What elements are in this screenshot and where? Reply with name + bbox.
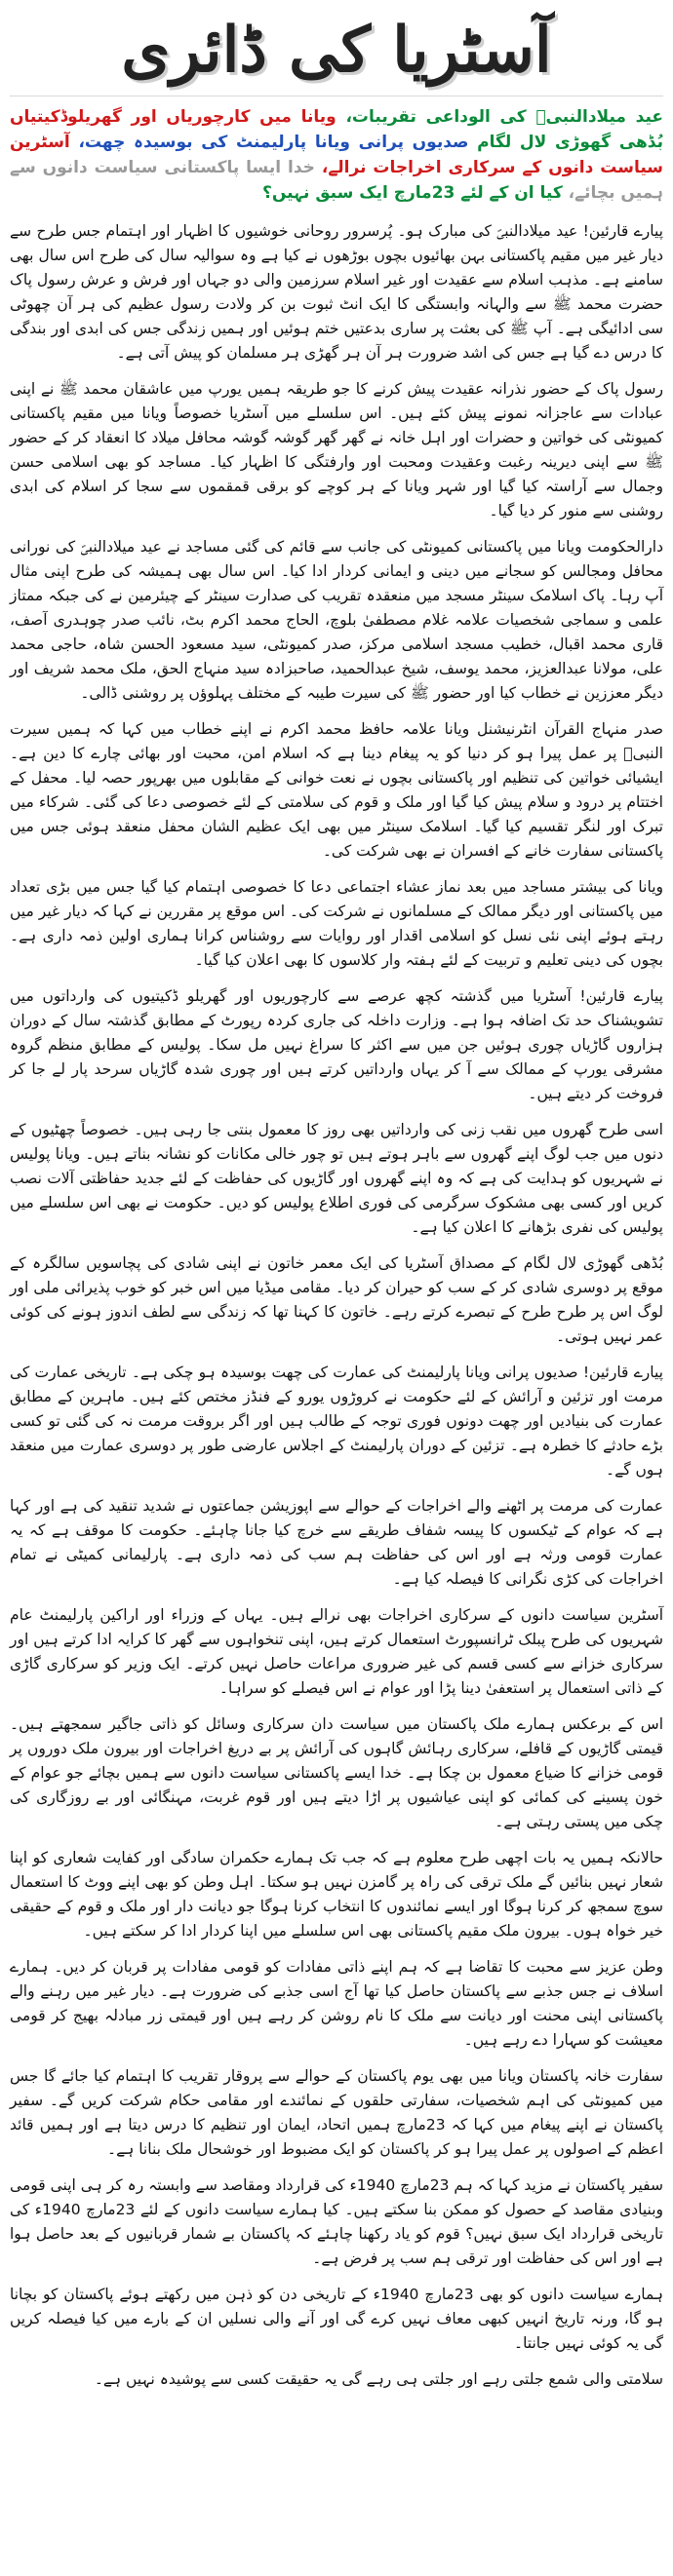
paragraph: اسی طرح گھروں میں نقب زنی کی وارداتیں بھی روز کا معمول بنتی جا رہی ہیں۔ خصوصاً چھٹیوں کے دنوں میں جب لوگ اپنے گھروں سے باہر ہوتے ہیں تو چور خالی مکانات کو نشانہ بناتے ہیں۔ ویانا پولیس نے شہریوں کو ہدایت کی ہے کہ وہ اپنے گھروں اور گاڑیوں کی حفاظت کے لئے جدید حفاظتی آلات نصب کریں اور کسی بھی مشکوک سرگرمی کی فوری اطلاع پولیس کو دیں۔ حکومت نے بھی اس سلسلے میں پولیس کی نفری بڑھانے کا اعلان کیا ہے۔ [10,1121,663,1236]
headline-1: عید میلادالنبیؐ کی الوداعی تقریبات، [345,107,663,127]
headline-4: صدیوں پرانی ویانا پارلیمنٹ کی بوسیدہ چھت، [78,133,469,152]
headline-6: خدا ایسا پاکستانی سیاست دانوں سے ہمیں بچائے، [10,158,663,203]
masthead [10,6,663,96]
headline-3: بُڈھی گھوڑی لال لگام [477,133,664,152]
headline-5: آسٹرین سیاست دانوں کے سرکاری اخراجات نرالے، [10,133,664,177]
paragraph: پیارے قارئین! آسٹریا میں گذشتہ کچھ عرصے سے کارچوریوں اور گھریلو ڈکیتیوں کی وارداتوں میں تشویشناک حد تک اضافہ ہوا ہے۔ وزارت داخلہ کی جاری کردہ رپورٹ کے مطابق گذشتہ سال کے دوران ہزاروں گاڑیاں چوری ہوئیں جن میں سے اکثر کا سراغ نہیں مل سکا۔ پولیس کے مطابق منظم گروہ مشرقی یورپ کے ممالک سے آ کر یہاں وارداتیں کرتے ہیں اور چوری شدہ گاڑیاں سرحد پار لے جا کر فروخت کر دیتے ہیں۔ [10,987,663,1102]
paragraph: آسٹرین سیاست دانوں کے سرکاری اخراجات بھی نرالے ہیں۔ یہاں کے وزراء اور اراکین پارلیمنٹ عام شہریوں کی طرح پبلک ٹرانسپورٹ استعمال کرتے ہیں، اپنی تنخواہوں سے گھر کا کرایہ ادا کرتے ہیں اور سرکاری خزانے سے کسی قسم کی غیر ضروری مراعات حاصل نہیں کرتے۔ ایک وزیر کو سرکاری گاڑی کے ذاتی استعمال پر استعفیٰ دینا پڑا اور عوام نے اس فیصلے کو سراہا۔ [10,1606,663,1697]
paragraph: رسول پاک کے حضور نذرانہ عقیدت پیش کرنے کا جو طریقہ ہمیں یورپ میں عاشقان محمد ﷺ نے اپنی عبادات سے عاجزانہ نمونے پیش کئے ہیں۔ اس سلسلے میں آسٹریا خصوصاً ویانا میں مقیم پاکستانی کمیونٹی کی خواتین و حضرات اور اہل خانہ نے گھر گھر گوشہ گوشہ محافل میلاد کا انعقاد کر کے حضور ﷺ سے اپنی دیرینہ رغبت وعقیدت ومحبت اور وارفتگی کا اظہار کیا۔ مساجد کو بھی اسلامی حسن وجمال سے آراستہ کیا گیا اور شہر ویانا کے ہر کوچے کو برقی قمقموں سے سجا کر اسلام کی ابدی روشنی سے منور کر دیا گیا۔ [10,380,663,519]
headline-7: کیا ان کے لئے 23مارچ ایک سبق نہیں؟ [261,183,563,203]
paragraph: عمارت کی مرمت پر اٹھنے والے اخراجات کے حوالے سے اپوزیشن جماعتوں نے شدید تنقید کی ہے اور کہا ہے کہ عوام کے ٹیکسوں کا پیسہ شفاف طریقے سے خرچ کیا جانا چاہئے۔ حکومت کا موقف ہے کہ یہ عمارت قومی ورثہ ہے اور اس کی حفاظت ہم سب کی ذمہ داری ہے۔ پارلیمانی کمیٹی نے تمام اخراجات کی کڑی نگرانی کا فیصلہ کیا ہے۔ [10,1497,663,1588]
paragraph: حالانکہ ہمیں یہ بات اچھی طرح معلوم ہے کہ جب تک ہمارے حکمران سادگی اور کفایت شعاری کو اپنا شعار نہیں بنائیں گے ملک ترقی کی راہ پر گامزن نہیں ہو سکتا۔ اہل وطن کو بھی اپنے ووٹ کا استعمال سوچ سمجھ کر کرنا ہوگا اور ایسے نمائندوں کا انتخاب کرنا ہوگا جو دیانت دار اور ملک و قوم کے حقیقی خیر خواہ ہوں۔ بیرون ملک مقیم پاکستانی بھی اس سلسلے میں اپنا کردار ادا کر سکتے ہیں۔ [10,1849,663,1940]
paragraph: سفیر پاکستان نے مزید کہا کہ ہم 23مارچ 1940ء کی قرارداد ومقاصد سے وابستہ رہ کر ہی اپنی قومی وبنیادی مقاصد کے حصول کو ممکن بنا سکتے ہیں۔ کیا ہمارے سیاست دانوں کے لئے 23مارچ 1940ء کی تاریخی قرارداد ایک سبق نہیں؟ قوم کو یاد رکھنا چاہئے کہ پاکستان بے شمار قربانیوں کے بعد حاصل ہوا ہے اور اس کی حفاظت اور ترقی ہم سب پر فرض ہے۔ [10,2176,664,2267]
paragraph: پیارے قارئین! صدیوں پرانی ویانا پارلیمنٹ کی عمارت کی چھت بوسیدہ ہو چکی ہے۔ تاریخی عمارت کی مرمت اور تزئین و آرائش کے لئے حکومت نے کروڑوں یورو کے فنڈز مختص کئے ہیں۔ ماہرین کے مطابق عمارت کی بنیادیں اور چھت دونوں فوری توجہ کے طالب ہیں اور اگر بروقت مرمت نہ کی گئی تو کسی بڑے حادثے کا خطرہ ہے۔ تزئین کے دوران پارلیمنٹ کے اجلاس عارضی طور پر دوسری عمارت میں منعقد ہوں گے۔ [10,1364,663,1479]
paragraph: ویانا کی بیشتر مساجد میں بعد نماز عشاء اجتماعی دعا کا خصوصی اہتمام کیا گیا جس میں بڑی تعداد میں پاکستانی اور دیگر ممالک کے مسلمانوں نے شرکت کی۔ اس موقع پر مقررین نے کہا کہ دیار غیر میں رہتے ہوئے اپنی نئی نسل کو اسلامی اقدار اور روایات سے روشناس کرانا ہماری اولین ذمہ داری ہے۔ بچوں کی دینی تعلیم و تربیت کے لئے ہفتہ وار کلاسوں کا بھی اعلان کیا گیا۔ [10,878,663,969]
column-title: آسٹریا کی ڈائری [121,14,552,87]
paragraph: اس کے برعکس ہمارے ملک پاکستان میں سیاست دان سرکاری وسائل کو ذاتی جاگیر سمجھتے ہیں۔ قیمتی گاڑیوں کے قافلے، سرکاری رہائش گاہوں کی آرائش پر بے دریغ اخراجات اور بیرون ملک دوروں پر قومی خزانے کا ضیاع معمول بن چکا ہے۔ خدا ایسے پاکستانی سیاست دانوں سے ہمیں بچائے جو عوام کے خون پسینے کی کمائی کو اپنی عیاشیوں پر اڑا دیتے ہیں اور قوم غربت، مہنگائی اور بے روزگاری کی چکی میں پستی رہتی ہے۔ [10,1715,663,1830]
paragraph: ہمارے سیاست دانوں کو بھی 23مارچ 1940ء کے تاریخی دن کو ذہن میں رکھتے ہوئے پاکستان کو بچانا ہو گا، ورنہ تاریخ انہیں کبھی معاف نہیں کرے گی اور آنے والی نسلیں ان کے بارے میں کیا فیصلہ کریں گی یہ کوئی نہیں جانتا۔ [10,2286,663,2352]
headline-block [10,104,663,206]
paragraph: دارالحکومت ویانا میں پاکستانی کمیونٹی کی جانب سے قائم کی گئی مساجد نے عید میلادالنبیؐ کی نورانی محافل ومجالس کو سجانے میں دینی و ایمانی کردار ادا کیا۔ اس سال بھی ہمیشہ کی طرح اپنی مثال آپ رہا۔ پاک اسلامک سینٹر مسجد میں منعقدہ تقریب کی صدارت سینٹر کے چیئرمین نے کی جبکہ ممتاز علمی و سماجی شخصیات علامہ غلام مصطفیٰ بلوچ، الحاج محمد اکرم بٹ، نائب صدر چوہدری آصف، قاری محمد اقبال، خطیب مسجد اسلامی مرکز، صدر کمیونٹی، سید مسعود الحسن شاہ، حاجی محمد علی، مولانا عبدالعزیز، محمد یوسف، شیخ عبدالحمید، صاحبزادہ سید منہاج الحق، ملک محمد شریف اور دیگر معززین نے خطاب کیا اور حضور ﷺ کی سیرت طیبہ کے مختلف پہلوؤں پر روشنی ڈالی۔ [10,538,663,702]
paragraph: سفارت خانہ پاکستان ویانا میں بھی یوم پاکستان کے حوالے سے پروقار تقریب کا اہتمام کیا جائے گا جس میں کمیونٹی کی اہم شخصیات، سفارتی حلقوں کے نمائندے اور مقامی حکام شرکت کریں گے۔ سفیر پاکستان نے اپنے پیغام میں کہا کہ 23مارچ ہمیں اتحاد، ایمان اور تنظیم کا درس دیتا ہے اور ہمیں قائد اعظم کے اصولوں پر عمل پیرا ہو کر پاکستان کو ایک مضبوط اور خوشحال ملک بنانا ہے۔ [10,2067,663,2158]
paragraph: پیارے قارئین! عید میلادالنبیؐ کی مبارک ہو۔ پُرسرور روحانی خوشیوں کا اظہار اور اہتمام جس طرح سے دیار غیر میں مقیم پاکستانی بہن بھائیوں بچوں بوڑھوں نے کیا ہے وہ سوالیہ سال کی طرح اس سال بھی سامنے ہے۔ مذہب اسلام سے عقیدت اور غیر اسلام سرزمین والی دو جہاں اور فرش و عرش رسول پاک حضرت محمد ﷺ سے والہانہ وابستگی کا ایک انٹ ثبوت بن کر ولادت رسول عظیم کی ہر آن چھوٹی سی ادائیگی ہے۔ آپ ﷺ کی بعثت پر ساری بدعتیں ختم ہوئیں اور ہمیں زندگی جس کی ابدی اور بندگی کا درس دے گیا ہے جس کی اشد ضرورت ہر آن ہر گھڑی ہر مسلمان کو پیش آتی ہے۔ [10,222,663,362]
paragraph: وطن عزیز سے محبت کا تقاضا ہے کہ ہم اپنے ذاتی مفادات کو قومی مفادات پر قربان کر دیں۔ ہمارے اسلاف نے جس جذبے سے پاکستان حاصل کیا تھا آج اسی جذبے کی ضرورت ہے۔ دیار غیر میں رہنے والے پاکستانی اپنی محنت اور دیانت سے ملک کا نام روشن کر رہے ہیں اور قیمتی زر مبادلہ بھیج کر قومی معیشت کو سہارا دے رہے ہیں۔ [10,1958,663,2049]
closing-line: سلامتی والی شمع جلتی رہے اور جلتی ہی رہے گی یہ حقیقت کسی سے پوشیدہ نہیں ہے۔ [94,2370,663,2388]
article-body [10,219,663,2392]
paragraph: صدر منہاج القرآن انٹرنیشنل ویانا علامہ حافظ محمد اکرم نے اپنے خطاب میں کہا کہ ہمیں سیرت النبیؐ پر عمل پیرا ہو کر دنیا کو یہ پیغام دینا ہے کہ اسلام امن، محبت اور بھائی چارے کا دین ہے۔ ایشیائی خواتین کی تنظیم اور پاکستانی بچوں نے نعت خوانی کے مقابلوں میں بھرپور حصہ لیا۔ محفل کے اختتام پر درود و سلام پیش کیا گیا اور ملک و قوم کی سلامتی کے لئے خصوصی دعا کی گئی۔ شرکاء میں تبرک اور لنگر تقسیم کیا گیا۔ اسلامک سینٹر میں بھی ایک عظیم الشان محفل منعقد ہوئی جس میں پاکستانی سفارت خانے کے افسران نے بھی شرکت کی۔ [10,720,663,860]
paragraph: بُڈھی گھوڑی لال لگام کے مصداق آسٹریا کی ایک معمر خاتون نے اپنی شادی کی پچاسویں سالگرہ کے موقع پر دوسری شادی کر کے سب کو حیران کر دیا۔ مقامی میڈیا میں اس خبر کو خوب پذیرائی ملی اور لوگ اس پر طرح طرح کے تبصرے کرتے رہے۔ خاتون کا کہنا تھا کہ زندگی سے لطف اندوز ہونے کی کوئی عمر نہیں ہوتی۔ [10,1254,663,1345]
headline-2: ویانا میں کارچوریاں اور گھریلوڈکیتیاں [10,107,336,127]
